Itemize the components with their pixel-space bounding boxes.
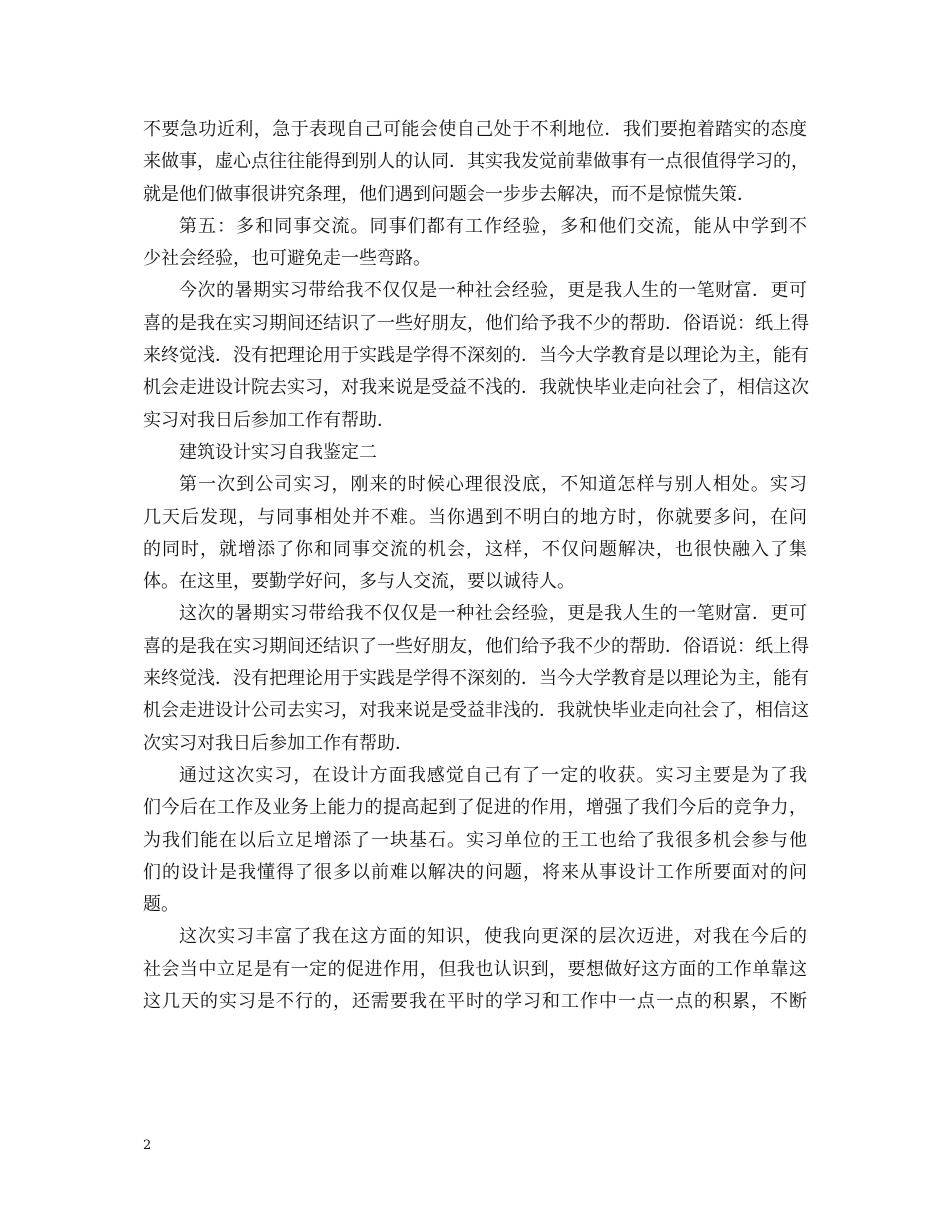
text-line: 题。 xyxy=(143,894,179,916)
document-body xyxy=(143,114,807,1018)
text-line: 这次的暑期实习带给我不仅仅是一种社会经验，更是我人生的一笔财富．更可 xyxy=(179,603,807,625)
text-line: 不要急功近利，急于表现自己可能会使自己处于不利地位．我们要抱着踏实的态度 xyxy=(143,119,807,140)
text-line: 次实习对我日后参加工作有帮助． xyxy=(143,732,413,754)
text-line: 实习对我日后参加工作有帮助． xyxy=(143,409,395,431)
page-number: 2 xyxy=(143,1138,152,1153)
text-line: 喜的是我在实习期间还结识了一些好朋友，他们给予我不少的帮助．俗语说：纸上得 xyxy=(143,312,809,334)
text-line: 这几天的实习是不行的，还需要我在平时的学习和工作中一点一点的积累，不断 xyxy=(143,991,807,1013)
text-line: 来终觉浅．没有把理论用于实践是学得不深刻的．当今大学教育是以理论为主，能有 xyxy=(143,345,809,367)
text-line: 来做事，虚心点往往能得到别人的认同．其实我发觉前辈做事有一点很值得学习的， xyxy=(143,151,809,173)
text-line: 来终觉浅．没有把理论用于实践是学得不深刻的．当今大学教育是以理论为主，能有 xyxy=(143,668,809,690)
text-line: 几天后发现，与同事相处并不难。当你遇到不明白的地方时，你就要多问，在问 xyxy=(143,506,807,528)
text-line: 为我们能在以后立足增添了一块基石。实习单位的王工也给了我很多机会参与他 xyxy=(143,829,807,851)
text-line: 们今后在工作及业务上能力的提高起到了促进的作用，增强了我们今后的竞争力， xyxy=(143,797,807,819)
section-heading: 建筑设计实习自我鉴定二 xyxy=(179,441,377,463)
text-line: 今次的暑期实习带给我不仅仅是一种社会经验，更是我人生的一笔财富．更可 xyxy=(179,280,807,302)
text-line: 第五：多和同事交流。同事们都有工作经验，多和他们交流，能从中学到不 xyxy=(179,215,807,237)
text-line: 通过这次实习，在设计方面我感觉自己有了一定的收获。实习主要是为了我 xyxy=(179,764,807,786)
text-line: 这次实习丰富了我在这方面的知识，使我向更深的层次迈进，对我在今后的 xyxy=(179,926,807,948)
text-line: 机会走进设计院去实习，对我来说是受益不浅的．我就快毕业走向社会了，相信这次 xyxy=(143,377,809,399)
text-line: 机会走进设计公司去实习，对我来说是受益非浅的．我就快毕业走向社会了，相信这 xyxy=(143,700,809,722)
text-line: 社会当中立足是有一定的促进作用，但我也认识到，要想做好这方面的工作单靠这 xyxy=(143,958,807,980)
text-line: 第一次到公司实习，刚来的时候心理很没底，不知道怎样与别人相处。实习 xyxy=(179,474,807,496)
text-line: 体。在这里，要勤学好问，多与人交流，要以诚待人。 xyxy=(143,571,575,593)
text-line: 就是他们做事很讲究条理，他们遇到问题会一步步去解决，而不是惊慌失策． xyxy=(143,183,755,205)
text-line: 少社会经验，也可避免走一些弯路。 xyxy=(143,248,431,270)
text-line: 的同时，就增添了你和同事交流的机会，这样，不仅问题解决，也很快融入了集 xyxy=(143,538,807,560)
text-line: 们的设计是我懂得了很多以前难以解决的问题，将来从事设计工作所要面对的问 xyxy=(143,861,807,883)
text-line: 喜的是我在实习期间还结识了一些好朋友，他们给予我不少的帮助．俗语说：纸上得 xyxy=(143,635,809,657)
